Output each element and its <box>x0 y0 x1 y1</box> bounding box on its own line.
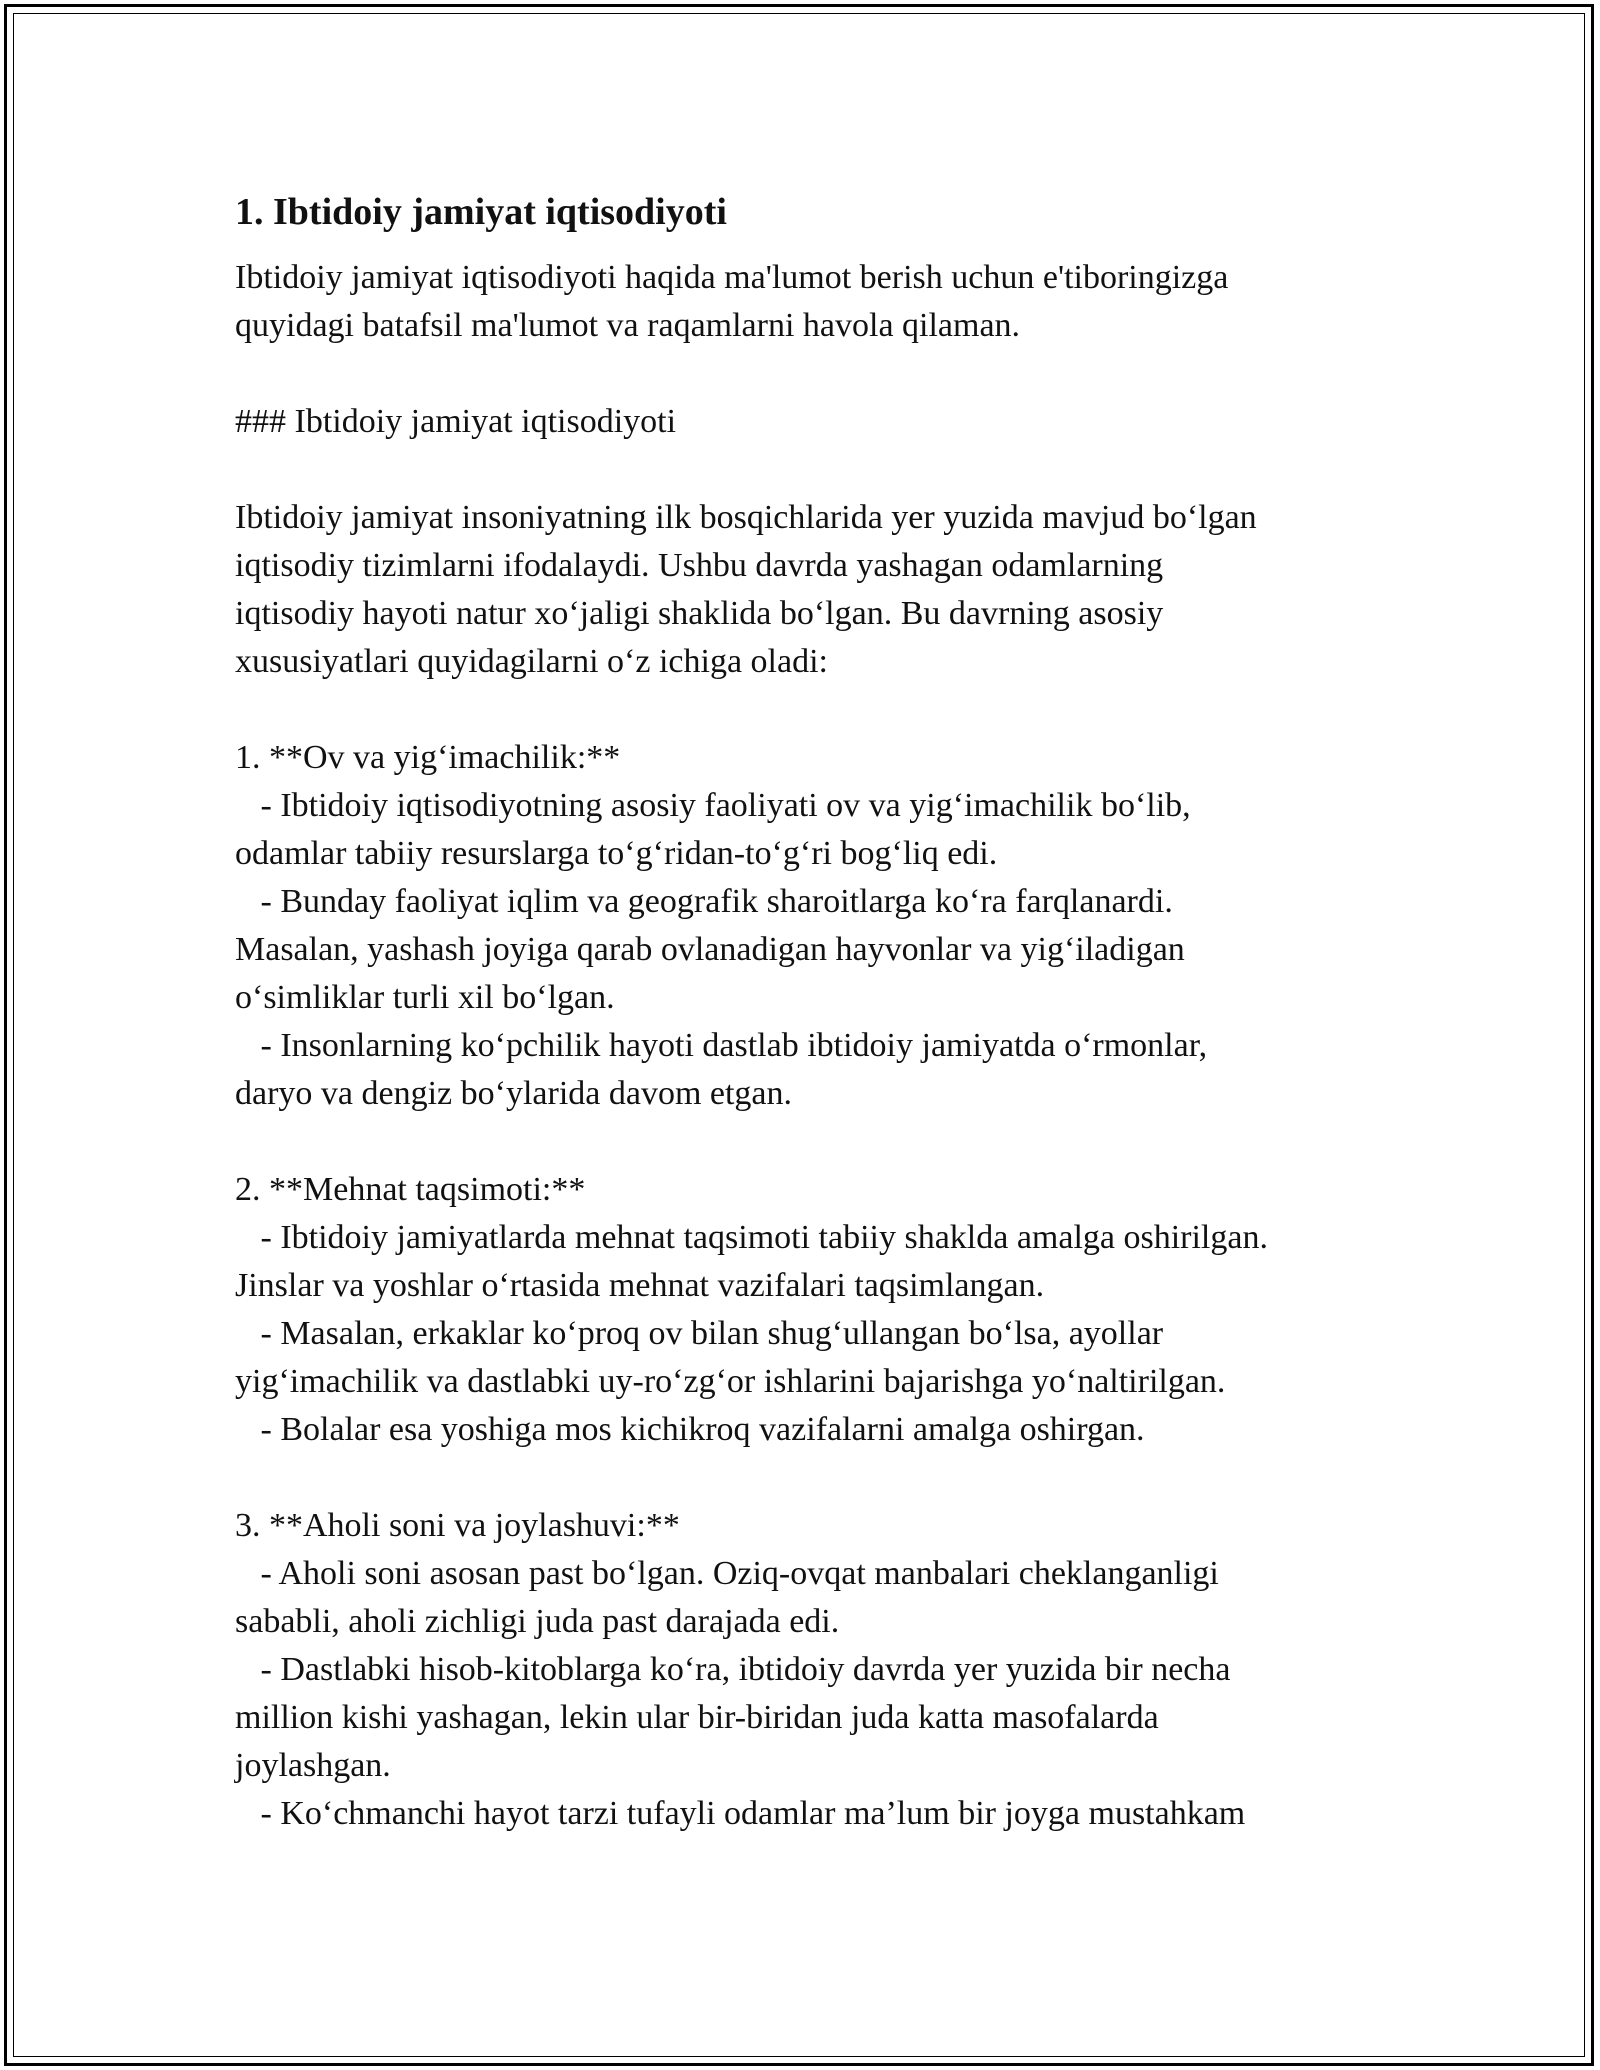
list-item-hunting-gathering: 1. **Ov va yig‘imachilik:** - Ibtidoiy iqtisodiyotning asosiy faoliyati ov va yig‘imachilik bo‘lib, odamlar tabiiy resurslarga to‘g‘ridan-to‘g‘ri bog‘liq edi. - Bunday faoliyat iqlim va geografik sharoitlarga ko‘ra farqlanardi. Masalan, yashash joyiga qarab ovlanadigan hayvonlar va yig‘iladigan o‘simliklar turli xil bo‘lgan. - Insonlarning ko‘pchilik hayoti dastlab ibtidoiy jamiyatda o‘rmonlar, daryo va dengiz bo‘ylarida davom etgan. <box>235 739 1208 1112</box>
list-item-division-of-labor: 2. **Mehnat taqsimoti:** - Ibtidoiy jamiyatlarda mehnat taqsimoti tabiiy shaklda amalga oshirilgan. Jinslar va yoshlar o‘rtasida mehnat vazifalari taqsimlangan. - Masalan, erkaklar ko‘proq ov bilan shug‘ullangan bo‘lsa, ayollar yig‘imachilik va dastlabki uy-ro‘zg‘or ishlarini bajarishga yo‘naltirilgan. - Bolalar esa yoshiga mos kichikroq vazifalarni amalga oshirgan. <box>235 1171 1268 1448</box>
list-item-population: 3. **Aholi soni va joylashuvi:** - Aholi soni asosan past bo‘lgan. Oziq-ovqat manbalari cheklanganligi sababli, aholi zichligi juda past darajada edi. - Dastlabki hisob-kitoblarga ko‘ra, ibtidoiy davrda yer yuzida bir necha million kishi yashagan, lekin ular bir-biridan juda katta masofalarda joylashgan. - Ko‘chmanchi hayot tarzi tufayli odamlar ma’lum bir joyga mustahkam <box>235 1507 1246 1832</box>
intro-paragraph: Ibtidoiy jamiyat iqtisodiyoti haqida ma'lumot berish uchun e'tiboringizga quyidagi batafsil ma'lumot va raqamlarni havola qilaman. <box>235 259 1229 344</box>
overview-paragraph: Ibtidoiy jamiyat insoniyatning ilk bosqichlarida yer yuzida mavjud bo‘lgan iqtisodiy tizimlarni ifodalaydi. Ushbu davrda yashagan odamlarning iqtisodiy hayoti natur xo‘jaligi shaklida bo‘lgan. Bu davrning asosiy xususiyatlari quyidagilarni o‘z ichiga oladi: <box>235 499 1257 680</box>
document-title: 1. Ibtidoiy jamiyat iqtisodiyoti <box>235 191 727 233</box>
section-heading-markdown: ### Ibtidoiy jamiyat iqtisodiyoti <box>235 403 677 440</box>
document-body <box>235 188 1395 1838</box>
